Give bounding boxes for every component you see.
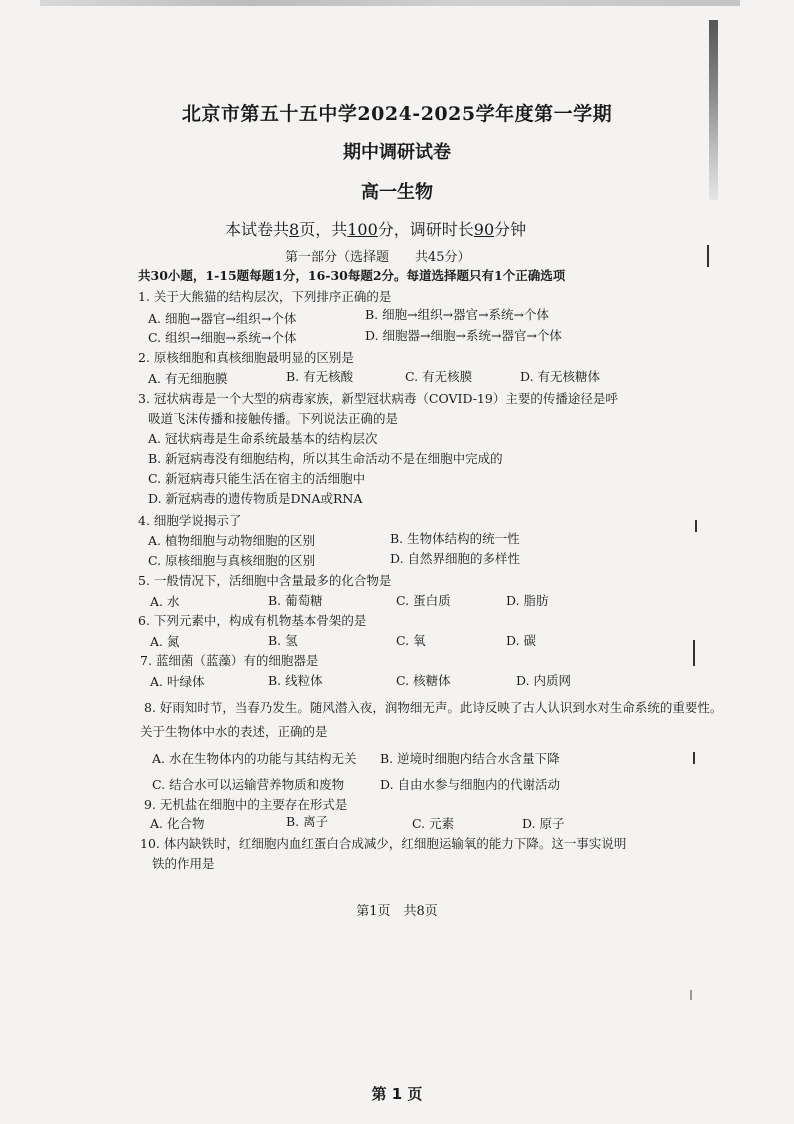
question-stem-cont: 铁的作用是 — [152, 856, 215, 871]
scan-mark — [690, 990, 692, 1000]
option: B. 线粒体 — [268, 673, 323, 688]
scan-mark — [695, 520, 697, 532]
page-footer: 第1页 共8页 — [356, 904, 438, 919]
option: B. 逆境时细胞内结合水含量下降 — [380, 751, 560, 766]
question-stem: 1. 关于大熊猫的结构层次，下列排序正确的是 — [138, 289, 392, 304]
option: B. 生物体结构的统一性 — [390, 531, 520, 546]
option: D. 自然界细胞的多样性 — [390, 551, 521, 566]
question-stem: 10. 体内缺铁时，红细胞内血红蛋白合成减少，红细胞运输氧的能力下降。这一事实说明 — [140, 836, 627, 851]
question-stem-cont: 关于生物体中水的表述，正确的是 — [140, 724, 328, 739]
option: D. 有无核糖体 — [520, 369, 601, 384]
scan-mark — [707, 245, 709, 267]
option: A. 植物细胞与动物细胞的区别 — [148, 533, 315, 548]
scan-edge-top — [40, 0, 740, 6]
option: B. 新冠病毒没有细胞结构，所以其生命活动不是在细胞中完成的 — [148, 451, 503, 466]
option: A. 水 — [150, 594, 180, 609]
option: C. 新冠病毒只能生活在宿主的活细胞中 — [148, 471, 366, 486]
question-stem-cont: 吸道飞沫传播和接触传播。下列说法正确的是 — [148, 411, 399, 426]
exam-info: 本试卷共8页，共100分，调研时长90分钟 — [225, 220, 527, 239]
section-instructions: 共30小题，1-15题每题1分，16-30每题2分。每道选择题只有1个正确选项 — [138, 268, 566, 283]
option: C. 结合水可以运输营养物质和废物 — [152, 777, 345, 792]
question-stem: 4. 细胞学说揭示了 — [138, 513, 242, 528]
option: D. 原子 — [522, 816, 565, 831]
option: B. 细胞→组织→器官→系统→个体 — [365, 307, 550, 322]
scan-mark — [693, 752, 695, 764]
section-title: 第一部分（选择题 共45分） — [285, 250, 471, 265]
option: B. 离子 — [286, 814, 329, 829]
option: A. 冠状病毒是生命系统最基本的结构层次 — [148, 431, 378, 446]
exam-title: 期中调研试卷 — [343, 142, 451, 163]
option: B. 葡萄糖 — [268, 593, 323, 608]
option: C. 元素 — [412, 816, 455, 831]
option: C. 蛋白质 — [396, 593, 451, 608]
option: A. 叶绿体 — [150, 674, 205, 689]
duration: 90 — [473, 220, 495, 239]
option: A. 化合物 — [150, 816, 205, 831]
option: D. 内质网 — [516, 673, 572, 688]
option: A. 水在生物体内的功能与其结构无关 — [152, 751, 357, 766]
question-stem: 9. 无机盐在细胞中的主要存在形式是 — [144, 797, 348, 812]
question-stem: 7. 蓝细菌（蓝藻）有的细胞器是 — [140, 653, 319, 668]
option: D. 脂肪 — [506, 593, 549, 608]
option: D. 细胞器→细胞→系统→器官→个体 — [365, 328, 562, 343]
school-title: 北京市第五十五中学2024-2025学年度第一学期 — [181, 103, 613, 125]
option: C. 有无核膜 — [405, 369, 473, 384]
question-stem: 2. 原核细胞和真核细胞最明显的区别是 — [138, 350, 354, 365]
option: B. 氢 — [268, 633, 298, 648]
option: C. 原核细胞与真核细胞的区别 — [148, 553, 316, 568]
option: A. 有无细胞膜 — [148, 371, 228, 386]
option: A. 细胞→器官→组织→个体 — [148, 311, 297, 326]
question-stem: 5. 一般情况下，活细胞中含量最多的化合物是 — [138, 573, 392, 588]
option: C. 氧 — [396, 633, 426, 648]
option: D. 新冠病毒的遗传物质是DNA或RNA — [148, 491, 363, 506]
question-stem: 6. 下列元素中，构成有机物基本骨架的是 — [138, 613, 367, 628]
subject-title: 高一生物 — [361, 182, 433, 203]
question-stem: 3. 冠状病毒是一个大型的病毒家族，新型冠状病毒（COVID-19）主要的传播途径是呼 — [138, 391, 618, 406]
option: A. 氮 — [150, 634, 180, 649]
question-stem: 8. 好雨知时节，当春乃发生。随风潜入夜，润物细无声。此诗反映了古人认识到水对生命系统的重要性。 — [144, 700, 723, 715]
option: B. 有无核酸 — [286, 369, 354, 384]
scan-mark — [693, 640, 695, 666]
option: C. 核糖体 — [396, 673, 451, 688]
option: D. 碳 — [506, 633, 537, 648]
total-score: 100 — [347, 220, 378, 239]
option: C. 组织→细胞→系统→个体 — [148, 330, 297, 345]
page-count: 8 — [289, 220, 300, 239]
option: D. 自由水参与细胞内的代谢活动 — [380, 777, 561, 792]
page-label: 第 1 页 — [371, 1085, 423, 1103]
